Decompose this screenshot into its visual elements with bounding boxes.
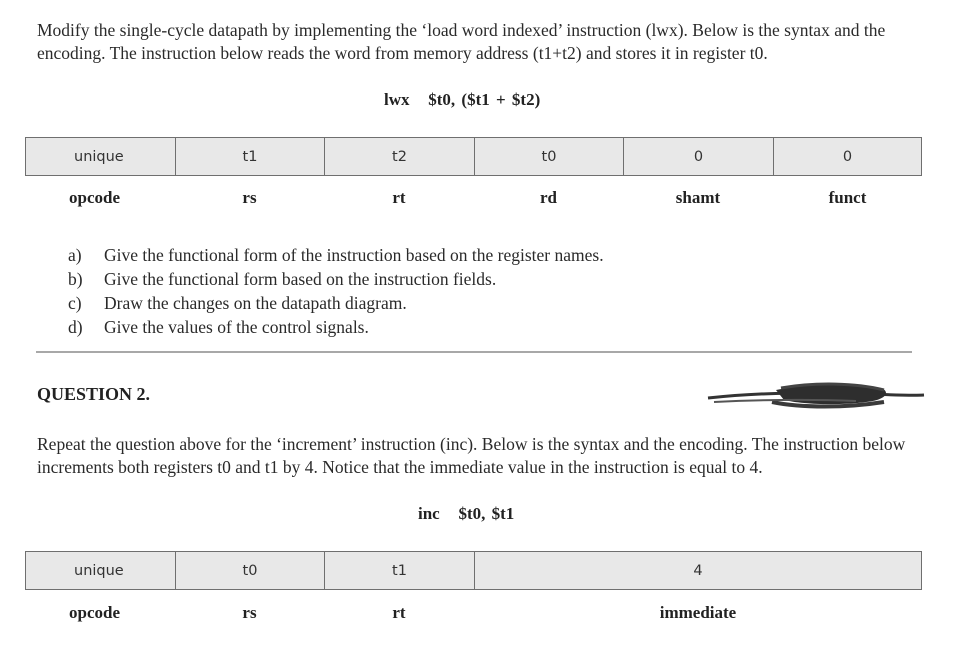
q2-label-opcode: opcode xyxy=(69,603,120,622)
q2-enc-unique: unique xyxy=(25,552,175,589)
q1-syntax: lwx $t0, ($t1 + $t2) xyxy=(384,90,541,109)
q2-enc-rs: t0 xyxy=(175,552,324,589)
q2-enc-rt: t1 xyxy=(324,552,474,589)
q2-enc-immediate: 4 xyxy=(474,552,922,589)
q1-enc-funct: 0 xyxy=(773,138,922,175)
section-divider xyxy=(36,351,912,353)
q1-label-shamt: shamt xyxy=(675,188,721,207)
q1-label-rs: rs xyxy=(242,188,257,207)
q2-label-immediate: immediate xyxy=(659,603,737,622)
q1-label-rt: rt xyxy=(392,188,406,207)
q1-enc-rt: t2 xyxy=(324,138,474,175)
q2-encoding-row xyxy=(25,551,922,590)
q2-heading: QUESTION 2. xyxy=(37,384,151,404)
q1-question-c: c) Draw the changes on the datapath diagram. xyxy=(68,293,407,313)
q1-intro: Modify the single-cycle datapath by implementing the ‘load word indexed’ instruction (lwx). Below is the syntax and the encoding. The instruction below reads the word from memory address (t1+t2) and stores it in register t0. xyxy=(37,20,886,63)
q2-syntax: inc $t0, $t1 xyxy=(418,504,515,523)
q1-question-b: b) Give the functional form based on the instruction fields. xyxy=(68,269,497,289)
q2-label-rs: rs xyxy=(242,603,257,622)
redaction-scribble xyxy=(706,380,926,414)
q1-question-d: d) Give the values of the control signals. xyxy=(68,317,369,337)
q1-enc-shamt: 0 xyxy=(623,138,773,175)
q1-enc-rs: t1 xyxy=(175,138,324,175)
q1-label-funct: funct xyxy=(828,188,867,207)
q1-enc-unique: unique xyxy=(25,138,175,175)
q2-label-rt: rt xyxy=(392,603,406,622)
q1-field-labels xyxy=(25,187,922,209)
q1-encoding-row xyxy=(25,137,922,176)
q1-enc-rd: t0 xyxy=(474,138,623,175)
q2-field-labels xyxy=(25,602,922,624)
q1-question-a: a) Give the functional form of the instruction based on the register names. xyxy=(68,245,604,265)
q1-label-opcode: opcode xyxy=(69,188,120,207)
q1-label-rd: rd xyxy=(540,188,557,207)
q1-question-list xyxy=(68,243,604,339)
q2-intro: Repeat the question above for the ‘increment’ instruction (inc). Below is the syntax and the encoding. The instruction below increments both registers t0 and t1 by 4. Notice that the immediate value in the instruction is equal to 4. xyxy=(37,434,906,477)
